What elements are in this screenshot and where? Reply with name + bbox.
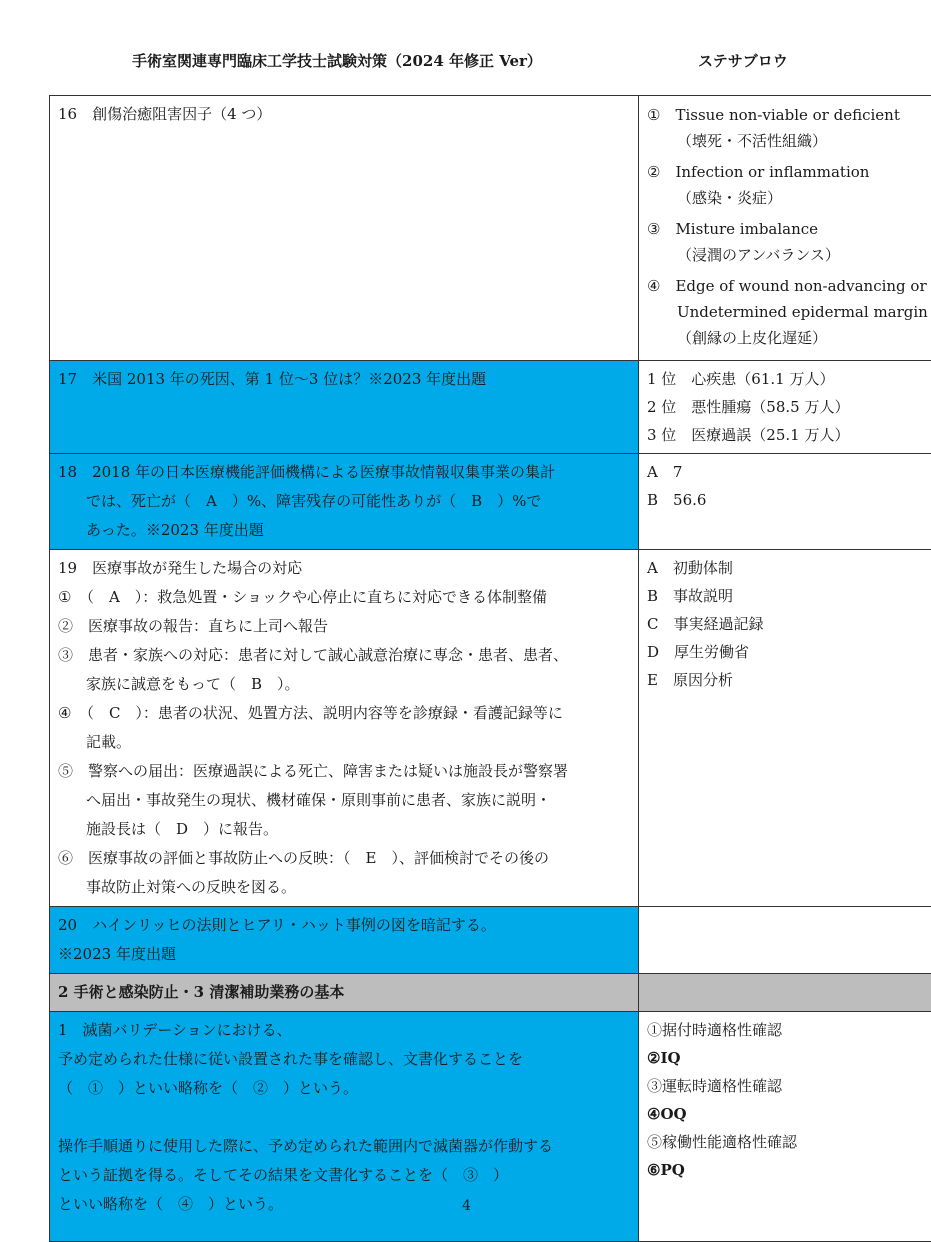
answer-line: ③運転時適格性確認 bbox=[647, 1072, 931, 1100]
answer-line: ⑥PQ bbox=[647, 1156, 931, 1184]
question-text: ① （ A ）：救急処置・ショックや心停止に直ちに対応できる体制整備 bbox=[58, 583, 630, 612]
table-row bbox=[50, 361, 931, 454]
table-row bbox=[50, 550, 931, 907]
question-cell-16 bbox=[50, 96, 639, 361]
question-cell-19 bbox=[50, 550, 639, 907]
question-text-blank bbox=[58, 1103, 630, 1132]
answer-item: ④ Edge of wound non-advancing or bbox=[647, 273, 931, 299]
answer-line: 3 位 医療過誤（25.1 万人） bbox=[647, 421, 931, 449]
answer-translation: （感染・炎症） bbox=[647, 185, 931, 211]
answer-line: A 初動体制 bbox=[647, 554, 931, 582]
answer-line: 2 位 悪性腫瘍（58.5 万人） bbox=[647, 393, 931, 421]
question-text: 施設長は（ D ）に報告。 bbox=[58, 815, 630, 844]
document-title: 手術室関連専門臨床工学技士試験対策（2024 年修正 Ver） bbox=[132, 50, 542, 71]
question-text: ⑥ 医療事故の評価と事故防止への反映：（ E ）、評価検討でその後の bbox=[58, 844, 630, 873]
question-text: ⑤ 警察への届出：医療過誤による死亡、障害または疑いは施設長が警察署 bbox=[58, 757, 630, 786]
answer-line: ④OQ bbox=[647, 1100, 931, 1128]
question-text: ※2023 年度出題 bbox=[58, 940, 630, 969]
question-cell-18 bbox=[50, 454, 639, 550]
question-text: 操作手順通りに使用した際に、予め定められた範囲内で滅菌器が作動する bbox=[58, 1132, 630, 1161]
section-header-row bbox=[50, 974, 931, 1012]
answer-line: B 56.6 bbox=[647, 486, 931, 514]
answer-translation: （壊死・不活性組織） bbox=[647, 128, 931, 154]
answer-line: ①据付時適格性確認 bbox=[647, 1016, 931, 1044]
question-text: という証拠を得る。そしてその結果を文書化することを（ ③ ） bbox=[58, 1161, 630, 1190]
answer-item: ③ Misture imbalance bbox=[647, 216, 931, 242]
question-text: 20 ハインリッヒの法則とヒアリ・ハット事例の図を暗記する。 bbox=[58, 911, 630, 940]
qa-table bbox=[49, 95, 931, 1242]
answer-cell-18 bbox=[639, 454, 931, 550]
question-text: 17 米国 2013 年の死因、第 1 位～3 位は？※2023 年度出題 bbox=[58, 365, 630, 394]
section-title: 2 手術と感染防止・3 清潔補助業務の基本 bbox=[58, 978, 630, 1007]
table-row bbox=[50, 96, 931, 361]
answer-cell-19 bbox=[639, 550, 931, 907]
question-text: 18 2018 年の日本医療機能評価機構による医療事故情報収集事業の集計 bbox=[58, 458, 630, 487]
answer-cell-17 bbox=[639, 361, 931, 454]
question-cell-20 bbox=[50, 907, 639, 974]
question-text: ④ （ C ）：患者の状況、処置方法、説明内容等を診療録・看護記録等に bbox=[58, 699, 630, 728]
answer-line: 1 位 心疾患（61.1 万人） bbox=[647, 365, 931, 393]
table-row bbox=[50, 454, 931, 550]
question-text: 1 滅菌バリデーションにおける、 bbox=[58, 1016, 630, 1045]
question-text: 19 医療事故が発生した場合の対応 bbox=[58, 554, 630, 583]
question-text: 記載。 bbox=[58, 728, 630, 757]
section-title-cell bbox=[50, 974, 639, 1012]
section-answer-cell bbox=[639, 974, 931, 1012]
answer-item: ① Tissue non-viable or deficient bbox=[647, 102, 931, 128]
question-text: 16 創傷治癒阻害因子（4 つ） bbox=[58, 100, 630, 129]
question-text: あった。※2023 年度出題 bbox=[58, 516, 630, 545]
answer-line: ②IQ bbox=[647, 1044, 931, 1072]
answer-line: B 事故説明 bbox=[647, 582, 931, 610]
question-text: では、死亡が（ A ）%、障害残存の可能性ありが（ B ）%で bbox=[58, 487, 630, 516]
document-author: ステサブロウ bbox=[698, 50, 788, 71]
answer-line: E 原因分析 bbox=[647, 666, 931, 694]
answer-line: A 7 bbox=[647, 458, 931, 486]
question-cell-17 bbox=[50, 361, 639, 454]
answer-cell-1 bbox=[639, 1012, 931, 1242]
answer-cell-16 bbox=[639, 96, 931, 361]
table-row bbox=[50, 1012, 931, 1242]
page-number: 4 bbox=[462, 1198, 471, 1214]
answer-line: ⑤稼働性能適格性確認 bbox=[647, 1128, 931, 1156]
answer-translation: （浸潤のアンバランス） bbox=[647, 242, 931, 268]
question-text: へ届出・事故発生の現状、機材確保・原則事前に患者、家族に説明・ bbox=[58, 786, 630, 815]
answer-cell-20 bbox=[639, 907, 931, 974]
question-text: といい略称を（ ④ ）という。 bbox=[58, 1190, 630, 1219]
question-text: 事故防止対策への反映を図る。 bbox=[58, 873, 630, 902]
answer-item-continued: Undetermined epidermal margin bbox=[647, 299, 931, 325]
answer-item: ② Infection or inflammation bbox=[647, 159, 931, 185]
question-cell-1 bbox=[50, 1012, 639, 1242]
document-header bbox=[0, 46, 931, 76]
answer-line: C 事実経過記録 bbox=[647, 610, 931, 638]
table-row bbox=[50, 907, 931, 974]
answer-line: D 厚生労働省 bbox=[647, 638, 931, 666]
question-text: 予め定められた仕様に従い設置された事を確認し、文書化することを bbox=[58, 1045, 630, 1074]
answer-translation: （創縁の上皮化遅延） bbox=[647, 325, 931, 351]
question-text: ③ 患者・家族への対応：患者に対して誠心誠意治療に専念・患者、患者、 bbox=[58, 641, 630, 670]
question-text: ② 医療事故の報告：直ちに上司へ報告 bbox=[58, 612, 630, 641]
question-text: 家族に誠意をもって（ B ）。 bbox=[58, 670, 630, 699]
question-text: （ ① ）といい略称を（ ② ）という。 bbox=[58, 1074, 630, 1103]
